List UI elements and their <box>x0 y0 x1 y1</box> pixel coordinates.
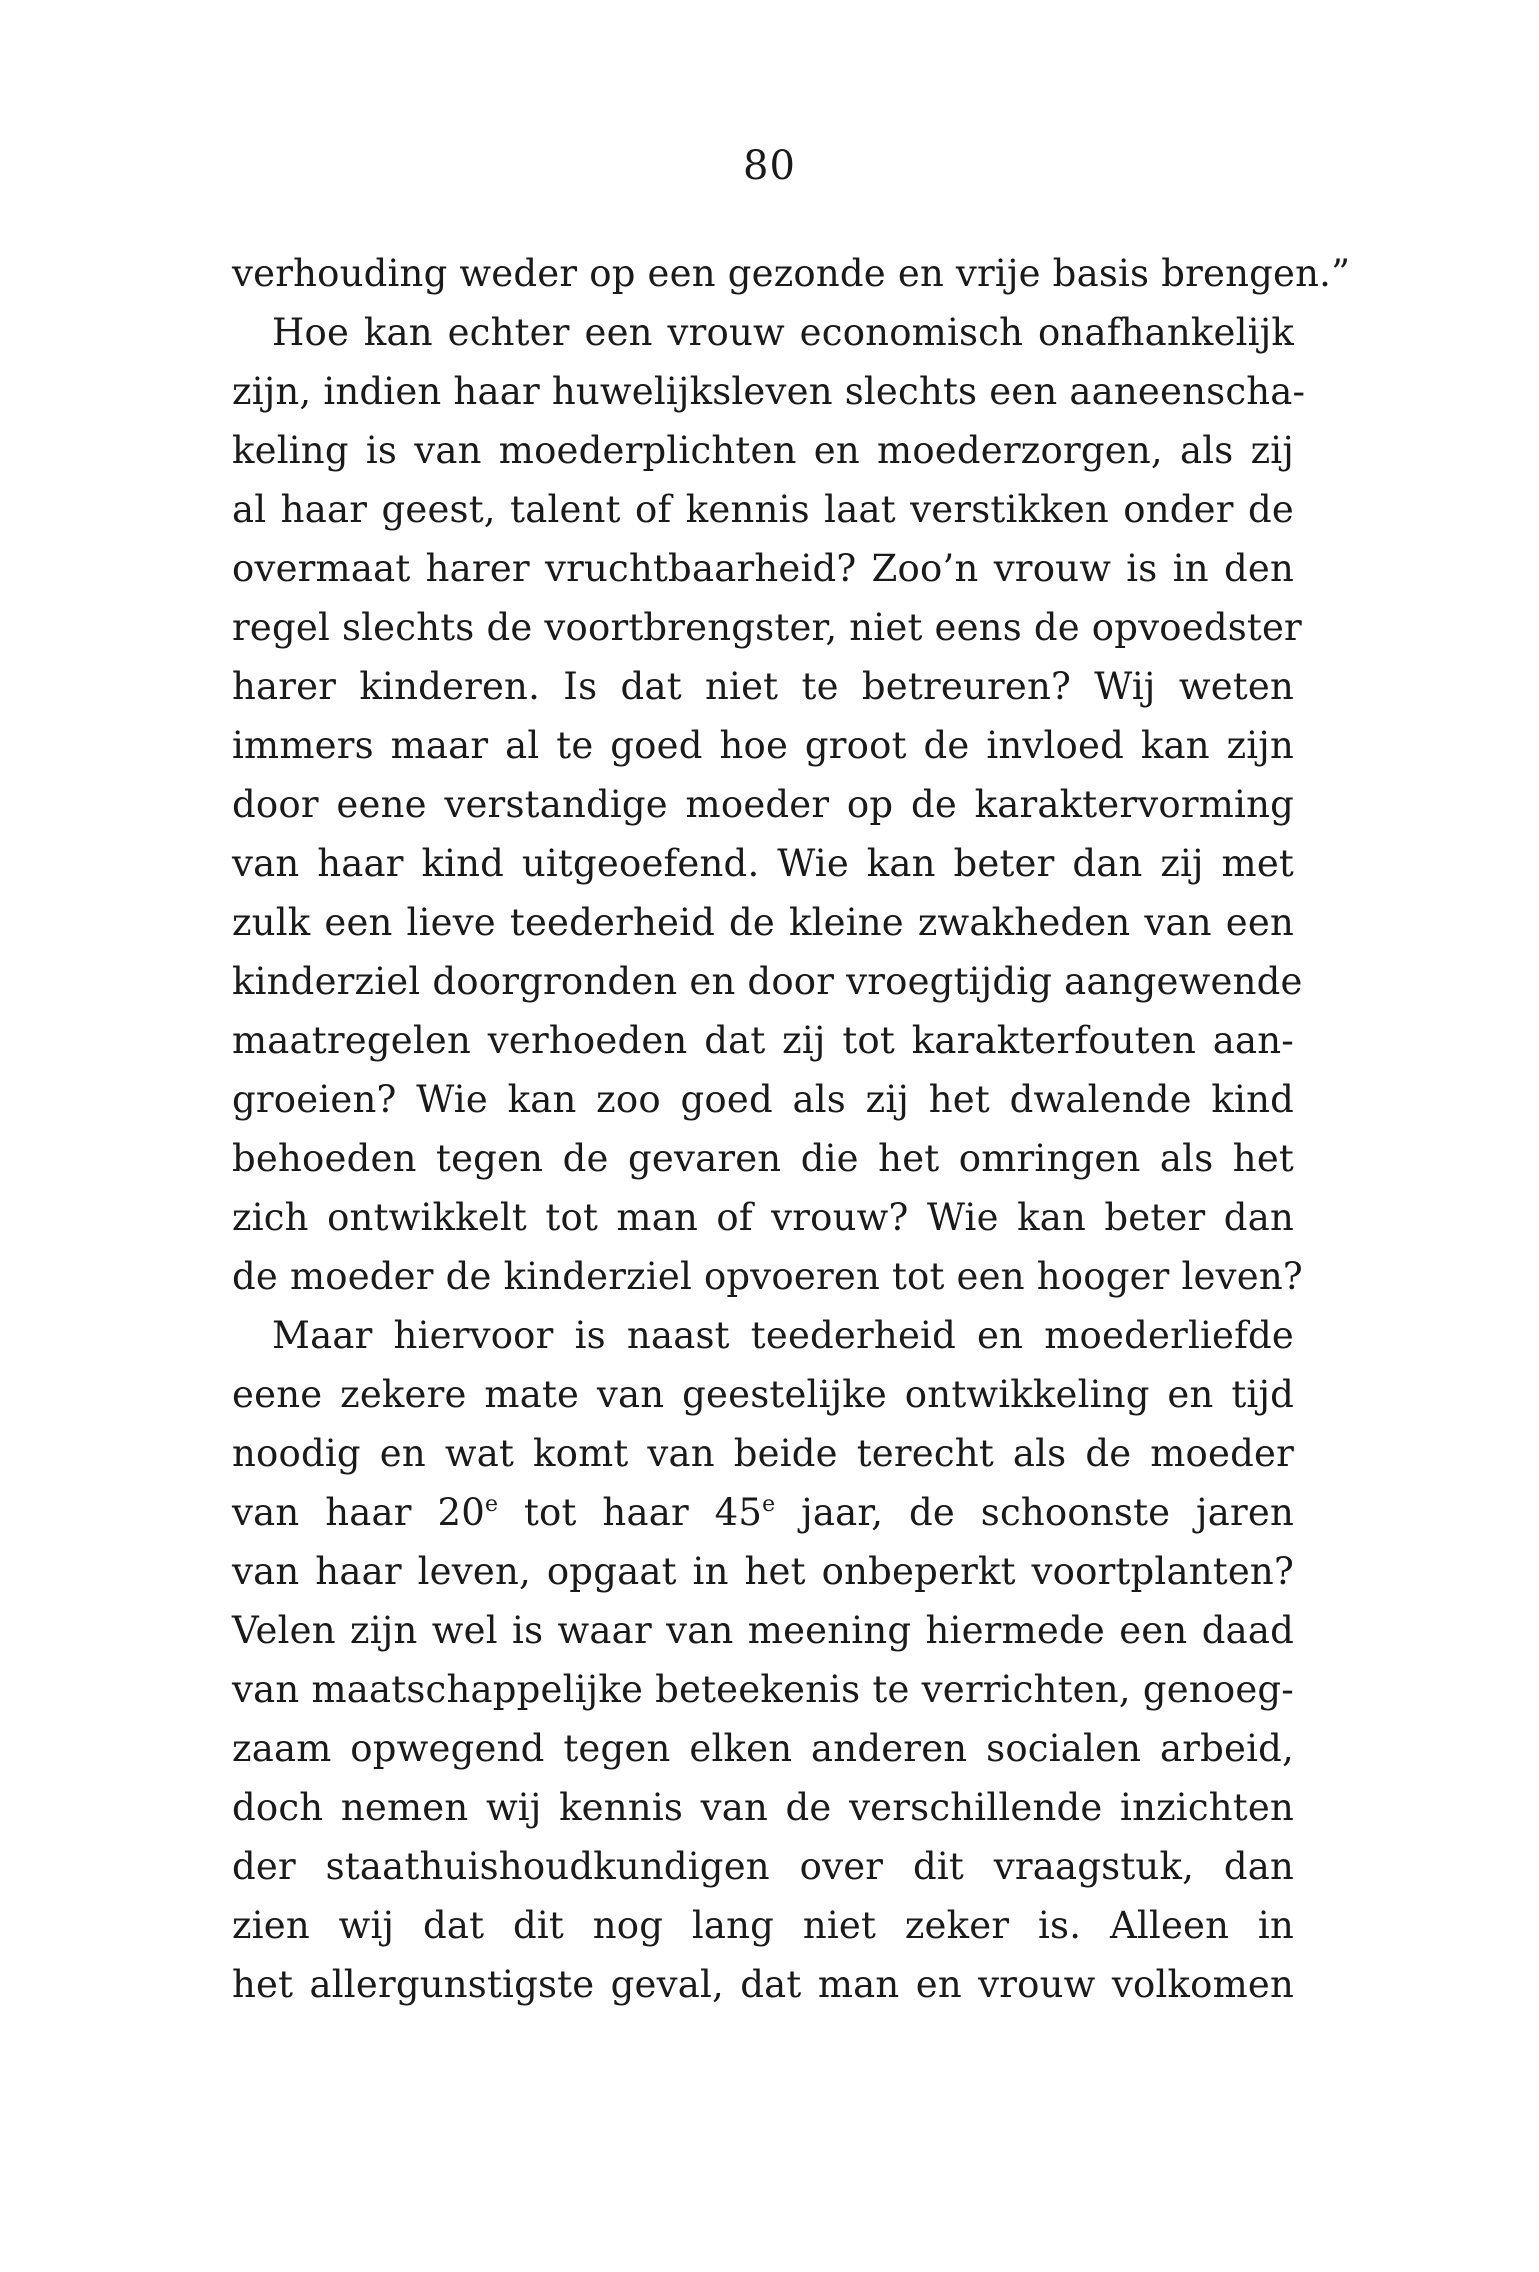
text-line: overmaat harer vruchtbaarheid? Zoo’n vrouw is in den <box>232 547 1294 590</box>
text-line: zijn, indien haar huwelijksleven slechts een aaneenscha- <box>232 370 1306 413</box>
text-line: van haar leven, opgaat in het onbeperkt voortplanten? <box>232 1550 1294 1593</box>
text-segment: van haar 20 <box>232 1491 485 1534</box>
paragraph-start-line: Maar hiervoor is naast teederheid en moederliefde <box>272 1314 1294 1357</box>
text-line-with-superscripts <box>232 1483 1294 1542</box>
superscript: e <box>484 1492 499 1517</box>
text-line: doch nemen wij kennis van de verschillende inzichten <box>232 1786 1294 1829</box>
text-segment: jaar, de schoonste jaren <box>775 1491 1294 1534</box>
text-line: zich ontwikkelt tot man of vrouw? Wie kan beter dan <box>232 1196 1294 1239</box>
text-line: keling is van moederplichten en moederzorgen, als zij <box>232 429 1294 472</box>
text-line: noodig en wat komt van beide terecht als de moeder <box>232 1432 1294 1475</box>
text-line: regel slechts de voortbrengster, niet eens de opvoedster <box>232 606 1302 649</box>
text-line: het allergunstigste geval, dat man en vrouw volkomen <box>232 1963 1294 2006</box>
text-segment: tot haar 45 <box>498 1491 763 1534</box>
text-line: zaam opwegend tegen elken anderen socialen arbeid, <box>232 1727 1294 1770</box>
body-text <box>232 244 1351 2014</box>
text-line: groeien? Wie kan zoo goed als zij het dwalende kind <box>232 1078 1294 1121</box>
text-line: der staathuishoudkundigen over dit vraagstuk, dan <box>232 1845 1294 1888</box>
text-line: door eene verstandige moeder op de karaktervorming <box>232 783 1294 826</box>
text-line: zulk een lieve teederheid de kleine zwakheden van een <box>232 901 1294 944</box>
superscript: e <box>762 1492 776 1517</box>
text-line: van maatschappelijke beteekenis te verrichten, genoeg- <box>232 1668 1294 1711</box>
text-line: maatregelen verhoeden dat zij tot karakterfouten aan- <box>232 1019 1294 1062</box>
text-line: kinderziel doorgronden en door vroegtijdig aangewende <box>232 960 1303 1003</box>
text-line: verhouding weder op een gezonde en vrije basis brengen.” <box>232 252 1351 295</box>
page-number: 80 <box>743 143 796 189</box>
text-line: de moeder de kinderziel opvoeren tot een hooger leven? <box>232 1255 1303 1298</box>
paragraph-start-line: Hoe kan echter een vrouw economisch onafhankelijk <box>272 311 1294 354</box>
text-line: harer kinderen. Is dat niet te betreuren? Wij weten <box>232 665 1294 708</box>
text-line: eene zekere mate van geestelijke ontwikkeling en tijd <box>232 1373 1294 1416</box>
text-line: immers maar al te goed hoe groot de invloed kan zijn <box>232 724 1294 767</box>
text-line: van haar kind uitgeoefend. Wie kan beter dan zij met <box>232 842 1294 885</box>
text-line: al haar geest, talent of kennis laat verstikken onder de <box>232 488 1294 531</box>
text-line: behoeden tegen de gevaren die het omringen als het <box>232 1137 1294 1180</box>
text-line: Velen zijn wel is waar van meening hiermede een daad <box>232 1609 1294 1652</box>
text-line: zien wij dat dit nog lang niet zeker is. Alleen in <box>232 1904 1294 1947</box>
